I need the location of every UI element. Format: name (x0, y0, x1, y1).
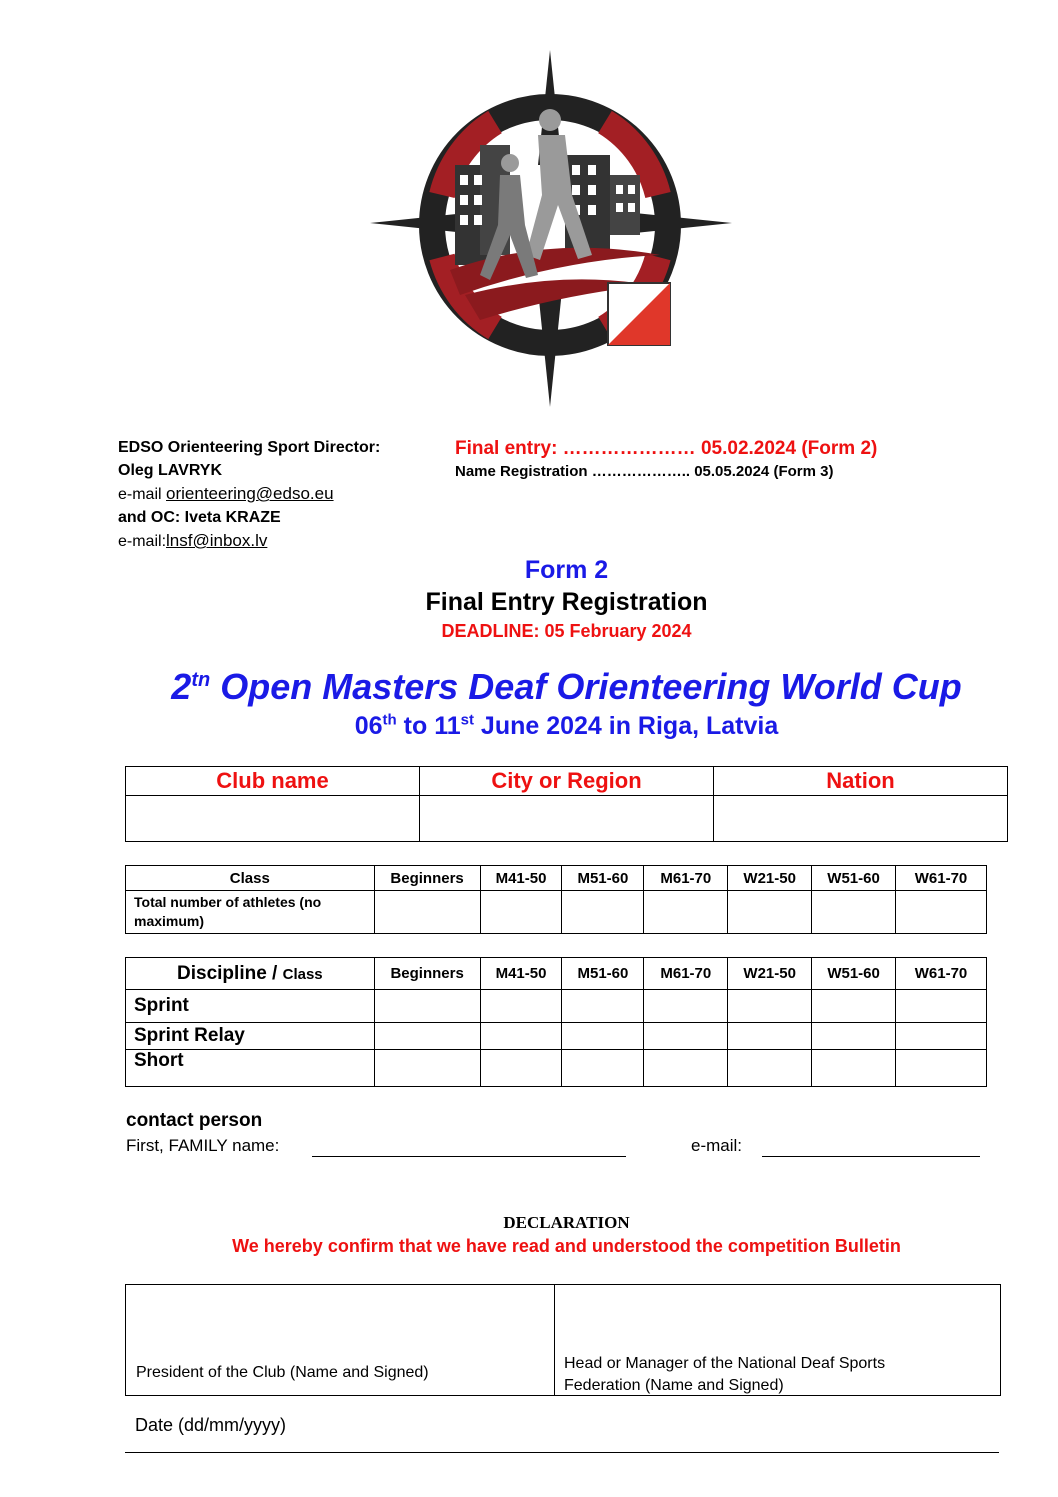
athletes-count-field[interactable] (562, 891, 644, 934)
class-header-w51-60: W51-60 (812, 866, 896, 891)
contact-info (118, 436, 380, 553)
signature-divider (554, 1285, 555, 1395)
athletes-count-field[interactable] (728, 891, 812, 934)
event-logo (360, 45, 740, 410)
signature-box (125, 1284, 1001, 1396)
discipline-entry-field[interactable] (644, 990, 728, 1023)
contact-person-label: contact person (126, 1110, 263, 1131)
end-day: to 11 (396, 712, 461, 740)
discipline-entry-field[interactable] (728, 1023, 812, 1050)
event-dates (0, 712, 1058, 741)
event-title (0, 666, 1058, 708)
club-table (125, 766, 1008, 842)
discipline-entry-field[interactable] (644, 1023, 728, 1050)
club-name-field[interactable] (126, 796, 420, 842)
discipline-entry-field[interactable] (896, 1050, 987, 1087)
discipline-short: Short (126, 1050, 375, 1087)
date-label: Date (dd/mm/yyyy) (135, 1415, 287, 1435)
discipline-entry-field[interactable] (896, 1023, 987, 1050)
class-header-beginners: Beginners (374, 866, 480, 891)
email-prefix: e-mail: (118, 533, 167, 550)
athletes-table (125, 865, 987, 934)
discipline-entry-field[interactable] (374, 1050, 480, 1087)
final-entry-deadline: Final entry: ………………… 05.02.2024 (Form 2) (455, 438, 878, 459)
discipline-entry-field[interactable] (562, 1023, 644, 1050)
class-header-beginners: Beginners (374, 958, 480, 990)
contact-name-label: First, FAMILY name: (126, 1136, 280, 1155)
date-line[interactable] (125, 1452, 999, 1453)
email-prefix: e-mail (118, 486, 167, 503)
athletes-count-field[interactable] (896, 891, 987, 934)
oc-label: and OC: Iveta KRAZE (118, 509, 281, 526)
class-header-m41-50: M41-50 (480, 958, 562, 990)
discipline-entry-field[interactable] (728, 1050, 812, 1087)
class-header-m51-60: M51-60 (562, 866, 644, 891)
discipline-entry-field[interactable] (812, 1050, 896, 1087)
discipline-header-text: Discipline / (177, 962, 283, 984)
discipline-entry-field[interactable] (644, 1050, 728, 1087)
discipline-entry-field[interactable] (728, 990, 812, 1023)
deadlines (455, 437, 877, 483)
end-day-suffix: st (460, 711, 474, 729)
name-registration-deadline: Name Registration ……………….. 05.05.2024 (Form 3) (455, 463, 834, 480)
head-signature-label: Head or Manager of the National Deaf Sports Federation (Name and Signed) (564, 1355, 886, 1394)
nation-field[interactable] (714, 796, 1008, 842)
discipline-entry-field[interactable] (480, 990, 562, 1023)
total-athletes-label: Total number of athletes (no maximum) (126, 891, 375, 934)
deadline-title: DEADLINE: 05 February 2024 (441, 621, 692, 641)
president-signature-label: President of the Club (Name and Signed) (136, 1364, 429, 1381)
discipline-sprint: Sprint (126, 990, 375, 1023)
entry-title: Final Entry Registration (425, 588, 708, 616)
director-label: EDSO Orienteering Sport Director: (118, 439, 381, 456)
discipline-entry-field[interactable] (374, 990, 480, 1023)
start-day: 06 (354, 712, 383, 740)
athletes-count-field[interactable] (644, 891, 728, 934)
director-email-link[interactable]: orienteering@edso.eu (166, 484, 334, 503)
class-header-text: Class (282, 965, 323, 983)
class-header-w61-70: W61-70 (896, 866, 987, 891)
discipline-entry-field[interactable] (374, 1023, 480, 1050)
discipline-entry-field[interactable] (562, 1050, 644, 1087)
athletes-count-field[interactable] (374, 891, 480, 934)
contact-email-field[interactable] (762, 1138, 980, 1157)
oc-email-link[interactable]: lnsf@inbox.lv (166, 531, 268, 550)
class-header-m51-60: M51-60 (562, 958, 644, 990)
contact-name-field[interactable] (312, 1138, 626, 1157)
class-header-w51-60: W51-60 (812, 958, 896, 990)
discipline-entry-field[interactable] (562, 990, 644, 1023)
class-header-w21-50: W21-50 (728, 866, 812, 891)
discipline-entry-field[interactable] (812, 1023, 896, 1050)
class-header-w21-50: W21-50 (728, 958, 812, 990)
declaration-text: We hereby confirm that we have read and understood the competition Bulletin (232, 1236, 901, 1256)
event-number: 2 (171, 666, 192, 707)
discipline-entry-field[interactable] (480, 1050, 562, 1087)
contact-email-label: e-mail: (691, 1136, 743, 1155)
discipline-sprint-relay: Sprint Relay (126, 1023, 375, 1050)
class-header-m41-50: M41-50 (480, 866, 562, 891)
class-header-m61-70: M61-70 (644, 866, 728, 891)
start-day-suffix: th (382, 711, 397, 729)
event-name: Open Masters Deaf Orienteering World Cup (210, 666, 962, 707)
director-name: Oleg LAVRYK (118, 462, 223, 479)
discipline-class-header (126, 958, 375, 990)
city-region-field[interactable] (420, 796, 714, 842)
class-header-w61-70: W61-70 (896, 958, 987, 990)
athletes-count-field[interactable] (812, 891, 896, 934)
declaration-title: DECLARATION (503, 1213, 630, 1232)
class-header: Class (126, 866, 375, 891)
athletes-count-field[interactable] (480, 891, 562, 934)
event-number-suffix: tn (191, 669, 211, 691)
club-name-header: Club name (126, 767, 420, 796)
discipline-table (125, 957, 987, 1087)
dates-location: June 2024 in Riga, Latvia (473, 712, 779, 740)
form-title: Form 2 (524, 556, 609, 584)
discipline-entry-field[interactable] (896, 990, 987, 1023)
discipline-entry-field[interactable] (812, 990, 896, 1023)
class-header-m61-70: M61-70 (644, 958, 728, 990)
nation-header: Nation (714, 767, 1008, 796)
city-region-header: City or Region (420, 767, 714, 796)
discipline-entry-field[interactable] (480, 1023, 562, 1050)
